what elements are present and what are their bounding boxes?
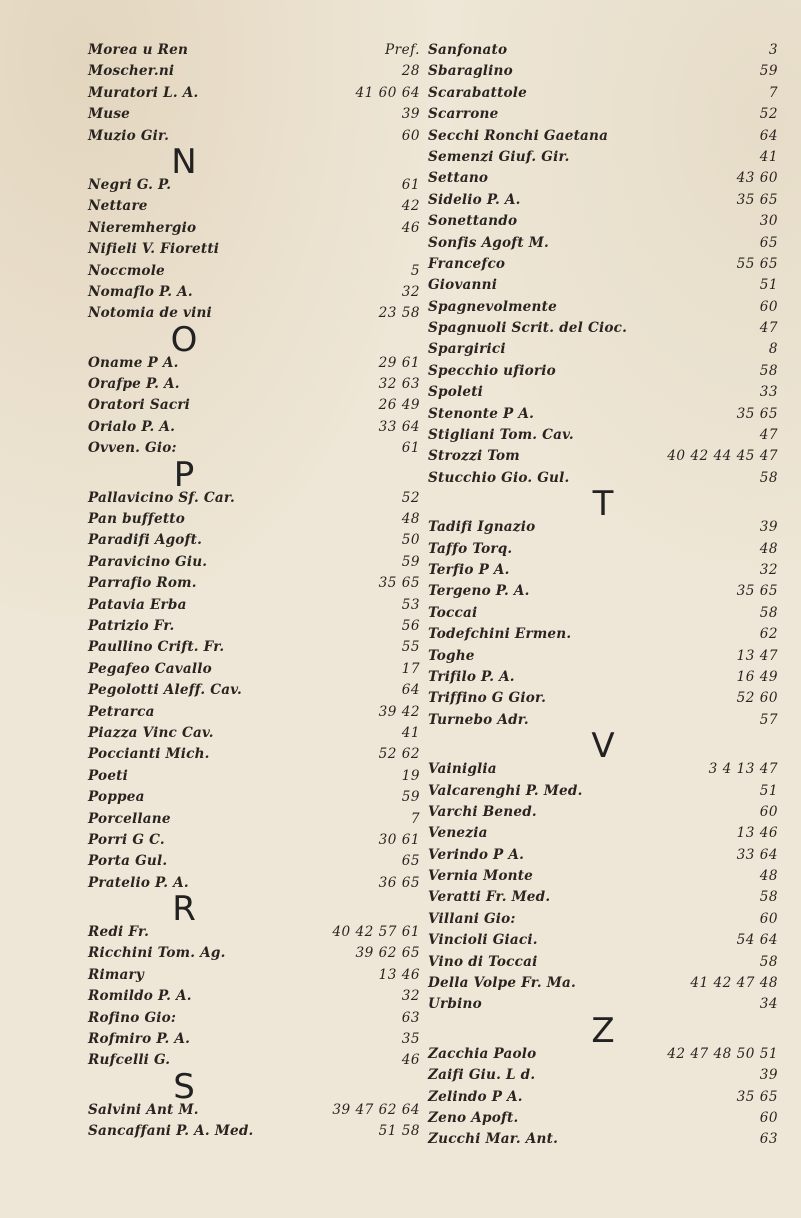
entry-pages: Pref. <box>384 42 420 58</box>
entry-pages: 57 <box>759 711 778 728</box>
entry-pages: 59 <box>759 63 778 80</box>
entry-name: Trifilo P. A. <box>428 668 515 685</box>
entry-pages: 61 <box>401 176 420 193</box>
entry-name: Oratori Sacri <box>88 397 191 414</box>
index-entry <box>88 552 420 573</box>
right-column <box>428 40 778 1151</box>
entry-pages: 26 49 <box>378 397 420 414</box>
entry-name: Piazza Vinc Cav. <box>88 724 214 741</box>
entry-pages: 30 <box>759 213 778 230</box>
entry-name: Turnebo Adr. <box>428 711 529 728</box>
entry-pages: 35 65 <box>736 191 778 208</box>
index-entry <box>428 952 778 973</box>
entry-pages: 34 <box>759 996 778 1013</box>
entry-name: Petrarca <box>88 703 155 720</box>
index-entry <box>88 616 420 637</box>
index-entry <box>428 759 778 780</box>
entry-pages: 60 <box>759 803 778 820</box>
entry-pages: 32 63 <box>378 376 420 393</box>
index-entry <box>88 595 420 616</box>
index-entry <box>88 851 420 872</box>
entry-name: Sidelio P. A. <box>428 191 521 208</box>
index-entry <box>88 573 420 594</box>
index-entry <box>88 1008 420 1029</box>
entry-pages: 16 49 <box>736 668 778 685</box>
index-entry <box>428 887 778 908</box>
index-entry <box>88 218 420 239</box>
index-entry <box>428 866 778 887</box>
entry-pages: 23 58 <box>378 305 420 322</box>
index-entry <box>88 303 420 324</box>
entry-name: Sonettando <box>428 213 518 230</box>
index-entry <box>428 845 778 866</box>
section-letter-text: N <box>171 141 197 182</box>
index-entry <box>428 168 778 189</box>
index-entry <box>88 1050 420 1071</box>
index-entry <box>88 175 420 196</box>
index-entry <box>88 239 420 260</box>
index-entry <box>88 1029 420 1050</box>
index-entry <box>428 909 778 930</box>
entry-name: Vino di Toccai <box>428 953 538 970</box>
section-letter <box>428 484 778 525</box>
entry-pages: 41 42 47 48 <box>690 975 778 992</box>
index-entry <box>88 374 420 395</box>
entry-name: Toghe <box>428 647 475 664</box>
index-entry <box>428 446 778 467</box>
index-entry <box>88 126 420 147</box>
entry-pages: 60 <box>401 127 420 144</box>
entry-pages: 52 <box>759 106 778 123</box>
index-entry <box>428 404 778 425</box>
entry-name: Rofino Gio: <box>88 1009 177 1026</box>
index-entry <box>428 517 778 538</box>
index-entry <box>428 667 778 688</box>
entry-pages: 60 <box>759 1109 778 1126</box>
entry-name: Nifieli V. Fioretti <box>88 241 220 258</box>
entry-pages: 42 <box>401 198 420 215</box>
entry-name: Vainiglia <box>428 761 497 778</box>
entry-name: Valcarenghi P. Med. <box>428 782 583 799</box>
entry-name: Zaifi Giu. L d. <box>428 1067 536 1084</box>
index-entry <box>88 637 420 658</box>
index-entry <box>428 83 778 104</box>
index-entry <box>428 40 778 61</box>
index-entry <box>88 282 420 303</box>
entry-name: Pegafeo Cavallo <box>88 660 212 677</box>
entry-pages: 58 <box>759 889 778 906</box>
entry-pages: 32 <box>401 283 420 300</box>
index-entry <box>88 40 420 61</box>
index-entry <box>428 973 778 994</box>
entry-pages: 55 65 <box>736 255 778 272</box>
entry-name: Taffo Torq. <box>428 540 513 557</box>
entry-name: Sanfonato <box>428 42 508 58</box>
entry-pages: 13 46 <box>736 825 778 842</box>
entry-pages: 51 <box>759 277 778 294</box>
index-entry <box>88 787 420 808</box>
section-letter <box>428 726 778 767</box>
entry-pages: 64 <box>759 127 778 144</box>
entry-pages: 53 <box>401 596 420 613</box>
entry-name: Giovanni <box>428 277 498 294</box>
index-entry <box>88 744 420 765</box>
entry-pages: 35 <box>401 1031 420 1048</box>
entry-name: Vincioli Giaci. <box>428 932 538 949</box>
entry-pages: 59 <box>401 553 420 570</box>
index-entry <box>428 581 778 602</box>
index-entry <box>428 688 778 709</box>
section-letter <box>428 1010 778 1051</box>
entry-pages: 3 <box>768 42 778 58</box>
entry-name: Rufcelli G. <box>88 1052 171 1069</box>
entry-name: Sbaraglino <box>428 63 513 80</box>
index-entry <box>88 83 420 104</box>
index-entry <box>88 922 420 943</box>
index-entry <box>88 353 420 374</box>
entry-pages: 46 <box>401 219 420 236</box>
index-entry <box>88 61 420 82</box>
entry-pages: 51 <box>759 782 778 799</box>
entry-pages: 28 <box>401 63 420 80</box>
entry-name: Ricchini Tom. Ag. <box>88 945 226 962</box>
entry-name: Pegolotti Aleff. Cav. <box>88 682 242 699</box>
index-entry <box>88 659 420 680</box>
index-entry <box>428 318 778 339</box>
entry-pages: 64 <box>401 682 420 699</box>
index-entry <box>428 823 778 844</box>
index-entry <box>88 196 420 217</box>
entry-name: Sancaffani P. A. Med. <box>88 1123 254 1140</box>
entry-name: Nieremhergio <box>88 219 197 236</box>
entry-name: Patrizio Fr. <box>88 617 175 634</box>
entry-name: Porcellane <box>88 810 171 827</box>
entry-name: Stucchio Gio. Gul. <box>428 469 570 486</box>
entry-name: Oname P A. <box>88 354 179 371</box>
entry-name: Vernia Monte <box>428 868 534 885</box>
entry-name: Rofmiro P. A. <box>88 1031 191 1048</box>
entry-name: Salvini Ant M. <box>88 1101 199 1118</box>
entry-pages: 41 60 64 <box>355 84 420 101</box>
index-entry <box>428 781 778 802</box>
entry-name: Villani Gio: <box>428 910 516 927</box>
entry-pages: 36 65 <box>378 874 420 891</box>
index-entry <box>88 680 420 701</box>
entry-name: Toccai <box>428 604 478 621</box>
entry-pages: 52 <box>401 489 420 506</box>
entry-pages: 46 <box>401 1052 420 1069</box>
index-entry <box>88 873 420 894</box>
entry-pages: 13 47 <box>736 647 778 664</box>
index-entry <box>428 190 778 211</box>
entry-name: Muzio Gir. <box>88 127 170 144</box>
entry-name: Romildo P. A. <box>88 988 192 1005</box>
index-entry <box>428 1087 778 1108</box>
entry-pages: 35 65 <box>378 575 420 592</box>
entry-name: Parrafio Rom. <box>88 575 197 592</box>
entry-pages: 59 <box>401 789 420 806</box>
entry-pages: 50 <box>401 532 420 549</box>
entry-pages: 47 <box>759 427 778 444</box>
entry-name: Stenonte P A. <box>428 405 535 422</box>
entry-name: Tadifi Ignazio <box>428 519 536 536</box>
index-entry <box>428 1044 778 1065</box>
entry-pages: 48 <box>401 511 420 528</box>
entry-pages: 40 42 57 61 <box>332 924 420 941</box>
entry-pages: 39 42 <box>378 703 420 720</box>
entry-name: Muse <box>88 106 131 123</box>
entry-name: Muratori L. A. <box>88 84 199 101</box>
entry-name: Patavia Erba <box>88 596 187 613</box>
section-letter-text: P <box>173 454 195 495</box>
index-entry <box>88 702 420 723</box>
index-entry <box>88 530 420 551</box>
entry-name: Pan buffetto <box>88 511 186 528</box>
entry-pages: 29 61 <box>378 354 420 371</box>
index-entry <box>88 766 420 787</box>
entry-pages: 3 4 13 47 <box>708 761 778 778</box>
index-entry <box>88 830 420 851</box>
entry-name: Verindo P A. <box>428 846 525 863</box>
index-entry <box>88 395 420 416</box>
section-letter-text: R <box>172 889 196 930</box>
entry-name: Ovven. Gio: <box>88 440 177 457</box>
index-entry <box>428 147 778 168</box>
entry-pages: 32 <box>759 561 778 578</box>
entry-name: Paradifi Agoft. <box>88 532 203 549</box>
entry-pages: 8 <box>768 341 778 358</box>
index-entry <box>428 603 778 624</box>
entry-name: Scarabattole <box>428 84 528 101</box>
entry-pages: 17 <box>401 660 420 677</box>
entry-pages: 63 <box>401 1009 420 1026</box>
entry-name: Scarrone <box>428 106 499 123</box>
entry-name: Negri G. P. <box>88 176 172 193</box>
entry-name: Zelindo P A. <box>428 1088 523 1105</box>
entry-name: Rimary <box>88 966 144 983</box>
entry-pages: 63 <box>759 1131 778 1148</box>
entry-pages: 58 <box>759 953 778 970</box>
entry-pages: 32 <box>401 988 420 1005</box>
entry-pages: 60 <box>759 910 778 927</box>
entry-pages: 39 62 65 <box>355 945 420 962</box>
index-entry <box>88 417 420 438</box>
entry-name: Semenzi Giuf. Gir. <box>428 148 570 165</box>
entry-pages: 47 <box>759 320 778 337</box>
entry-name: Nomaflo P. A. <box>88 283 193 300</box>
entry-name: Pratelio P. A. <box>88 874 189 891</box>
entry-pages: 55 <box>401 639 420 656</box>
entry-name: Spoleti <box>428 384 484 401</box>
entry-pages: 43 60 <box>736 170 778 187</box>
index-entry <box>428 104 778 125</box>
entry-pages: 13 46 <box>378 966 420 983</box>
entry-name: Veratti Fr. Med. <box>428 889 551 906</box>
entry-name: Poeti <box>88 767 129 784</box>
entry-name: Zucchi Mar. Ant. <box>428 1131 559 1148</box>
index-entry <box>88 261 420 282</box>
index-entry <box>428 361 778 382</box>
entry-pages: 7 <box>410 810 420 827</box>
entry-name: Strozzi Tom <box>428 448 520 465</box>
index-entry <box>428 61 778 82</box>
entry-pages: 39 <box>759 519 778 536</box>
entry-name: Spargirici <box>428 341 506 358</box>
index-entry <box>428 126 778 147</box>
entry-pages: 40 42 44 45 47 <box>667 448 778 465</box>
entry-pages: 33 <box>759 384 778 401</box>
entry-pages: 58 <box>759 604 778 621</box>
section-letter-text: V <box>591 726 615 767</box>
section-letter-text: T <box>592 484 614 525</box>
entry-name: Noccmole <box>88 262 165 279</box>
index-entry <box>88 809 420 830</box>
entry-name: Porri G C. <box>88 831 165 848</box>
index-entry <box>88 104 420 125</box>
entry-pages: 48 <box>759 540 778 557</box>
entry-name: Settano <box>428 170 489 187</box>
entry-pages: 62 <box>759 626 778 643</box>
entry-pages: 58 <box>759 362 778 379</box>
entry-pages: 58 <box>759 469 778 486</box>
index-entry <box>88 438 420 459</box>
entry-pages: 42 47 48 50 51 <box>667 1045 778 1062</box>
entry-name: Notomia de vini <box>88 305 212 322</box>
entry-name: Todefchini Ermen. <box>428 626 572 643</box>
entry-pages: 35 65 <box>736 405 778 422</box>
section-letter-text: S <box>173 1066 195 1107</box>
entry-name: Orafpe P. A. <box>88 376 180 393</box>
entry-pages: 41 <box>401 724 420 741</box>
left-column <box>88 40 420 1143</box>
index-entry <box>88 986 420 1007</box>
entry-pages: 7 <box>768 84 778 101</box>
entry-name: Moscher.ni <box>88 63 175 80</box>
entry-pages: 52 62 <box>378 746 420 763</box>
entry-name: Zacchia Paolo <box>428 1045 537 1062</box>
index-entry <box>428 211 778 232</box>
entry-pages: 54 64 <box>736 932 778 949</box>
index-entry <box>428 802 778 823</box>
entry-pages: 35 65 <box>736 583 778 600</box>
entry-name: Paullino Crift. Fr. <box>88 639 225 656</box>
entry-name: Terfio P A. <box>428 561 510 578</box>
entry-pages: 30 61 <box>378 831 420 848</box>
entry-pages: 65 <box>759 234 778 251</box>
entry-name: Spagnuoli Scrit. del Cioc. <box>428 320 628 337</box>
entry-pages: 33 64 <box>378 418 420 435</box>
entry-name: Francefco <box>428 255 506 272</box>
index-entry <box>428 382 778 403</box>
index-entry <box>428 646 778 667</box>
index-entry <box>428 1065 778 1086</box>
entry-name: Triffino G Gior. <box>428 690 547 707</box>
entry-pages: 39 47 62 64 <box>332 1101 420 1118</box>
index-entry <box>428 254 778 275</box>
index-entry <box>88 723 420 744</box>
entry-pages: 61 <box>401 440 420 457</box>
entry-name: Urbino <box>428 996 482 1013</box>
entry-name: Secchi Ronchi Gaetana <box>428 127 609 144</box>
entry-pages: 19 <box>401 767 420 784</box>
index-entry <box>88 965 420 986</box>
entry-name: Morea u Ren <box>88 42 189 58</box>
entry-name: Specchio ufiorio <box>428 362 556 379</box>
entry-name: Zeno Apoft. <box>428 1109 519 1126</box>
entry-pages: 35 65 <box>736 1088 778 1105</box>
entry-pages: 5 <box>410 262 420 279</box>
index-entry <box>428 1129 778 1150</box>
section-letter <box>88 319 420 360</box>
index-entry <box>428 339 778 360</box>
entry-pages: 60 <box>759 298 778 315</box>
section-letter-text: Z <box>591 1010 615 1051</box>
index-entry <box>88 509 420 530</box>
index-entry <box>88 1121 420 1142</box>
entry-pages: 51 58 <box>378 1123 420 1140</box>
entry-name: Paravicino Giu. <box>88 553 208 570</box>
index-entry <box>428 275 778 296</box>
index-entry <box>428 297 778 318</box>
entry-name: Varchi Bened. <box>428 803 537 820</box>
entry-name: Nettare <box>88 198 148 215</box>
entry-name: Tergeno P. A. <box>428 583 530 600</box>
entry-name: Stigliani Tom. Cav. <box>428 427 574 444</box>
section-letter <box>88 889 420 930</box>
entry-pages: 52 60 <box>736 690 778 707</box>
entry-name: Poppea <box>88 789 145 806</box>
entry-name: Redi Fr. <box>88 924 150 941</box>
entry-name: Della Volpe Fr. Ma. <box>428 975 576 992</box>
entry-pages: 39 <box>759 1067 778 1084</box>
entry-name: Poccianti Mich. <box>88 746 210 763</box>
entry-pages: 65 <box>401 853 420 870</box>
entry-name: Porta Gul. <box>88 853 168 870</box>
index-entry <box>88 488 420 509</box>
index-entry <box>428 233 778 254</box>
entry-pages: 39 <box>401 106 420 123</box>
section-letter <box>88 1066 420 1107</box>
section-letter-text: O <box>170 319 198 360</box>
index-entry <box>428 930 778 951</box>
entry-name: Spagnevolmente <box>428 298 557 315</box>
index-entry <box>428 539 778 560</box>
index-entry <box>88 1100 420 1121</box>
index-entry <box>88 943 420 964</box>
index-entry <box>428 560 778 581</box>
entry-pages: 33 64 <box>736 846 778 863</box>
entry-name: Venezia <box>428 825 488 842</box>
entry-name: Sonfis Agoft M. <box>428 234 549 251</box>
index-entry <box>428 425 778 446</box>
entry-pages: 41 <box>759 148 778 165</box>
entry-pages: 56 <box>401 617 420 634</box>
entry-name: Orialo P. A. <box>88 418 176 435</box>
index-entry <box>428 1108 778 1129</box>
entry-name: Pallavicino Sf. Car. <box>88 489 235 506</box>
section-letter <box>88 454 420 495</box>
section-letter <box>88 141 420 182</box>
index-entry <box>428 624 778 645</box>
entry-pages: 48 <box>759 868 778 885</box>
